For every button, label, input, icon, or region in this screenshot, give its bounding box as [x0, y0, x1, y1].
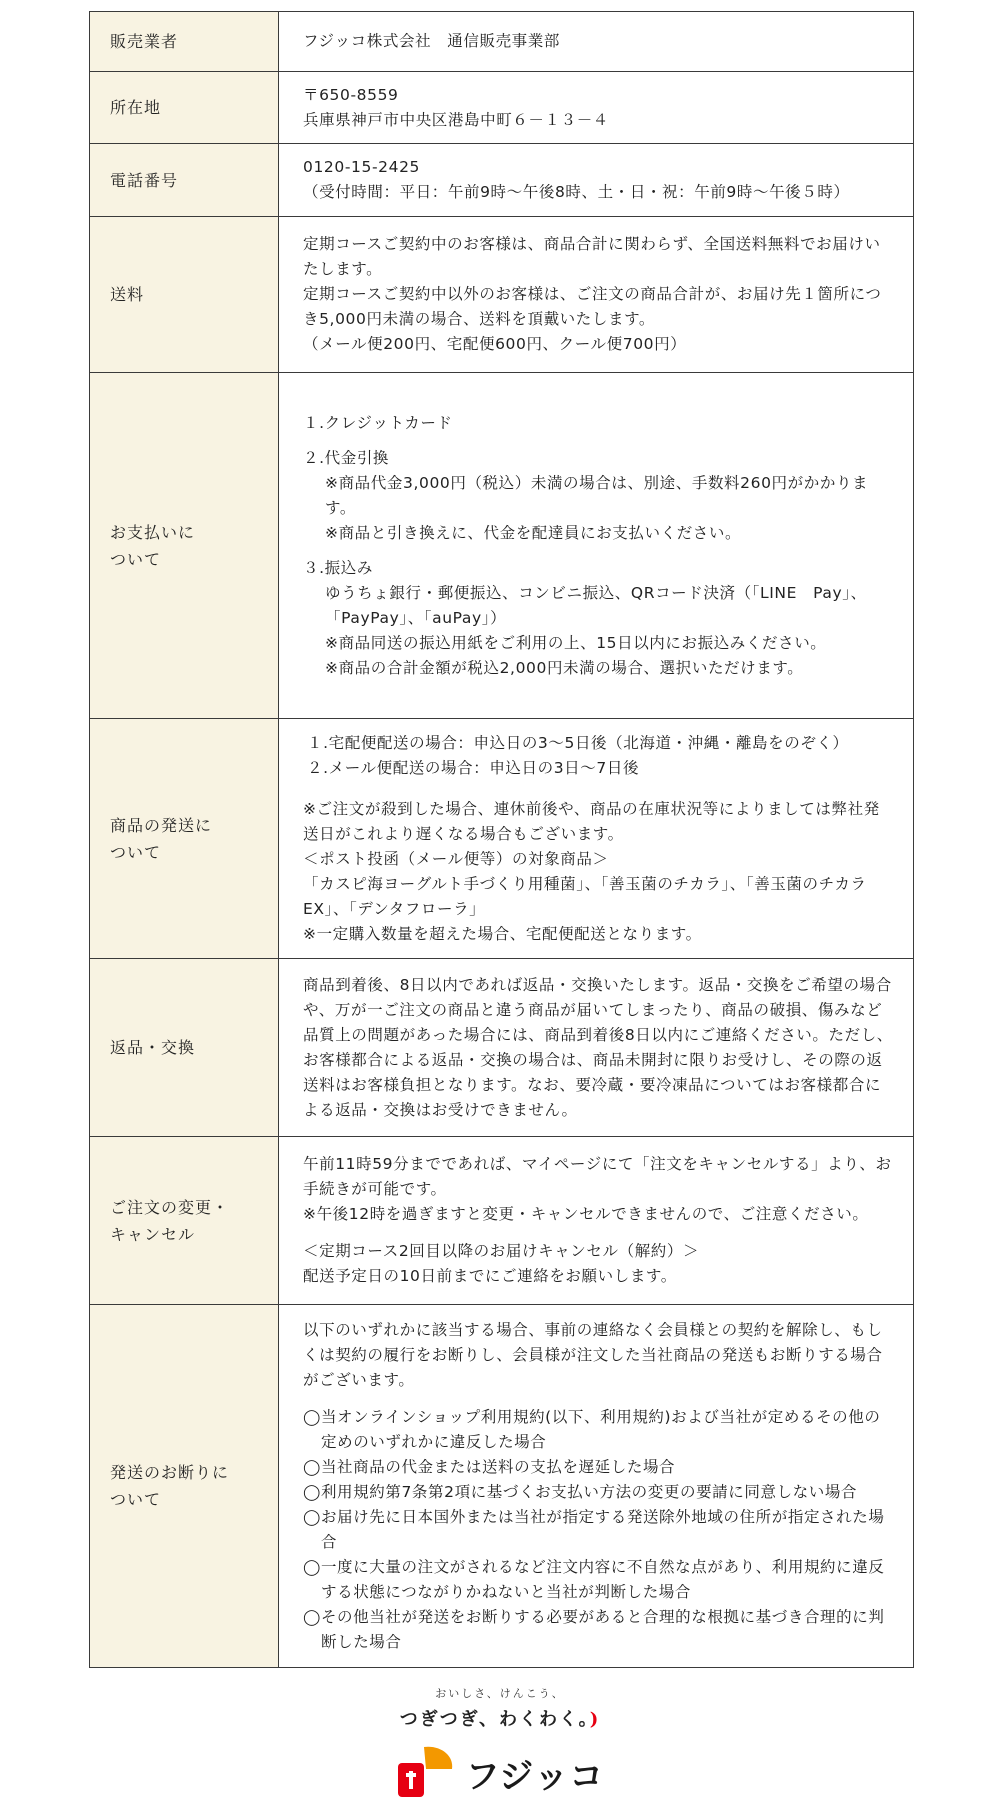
info-table — [89, 11, 914, 1668]
payment-cod-note2: ※商品と引き換えに、代金を配達員にお支払いください。 — [325, 523, 742, 542]
row-refusal — [90, 1305, 914, 1668]
payment-transfer: ３.振込み — [303, 558, 373, 577]
refusal-item: ◯お届け先に日本国外または当社が指定する発送除外地域の住所が指定された場合 — [303, 1507, 885, 1551]
refusal-item: ◯その他当社が発送をお断りする必要があると合理的な根拠に基づき合理的に判断した場合 — [303, 1607, 885, 1651]
row-phone — [90, 144, 914, 217]
delivery-notes — [303, 797, 895, 947]
label-address: 所在地 — [90, 72, 279, 144]
tagline-small: おいしさ、けんこう、 — [435, 1687, 565, 1700]
label-delivery-l2: ついて — [110, 842, 162, 862]
shipping-line3: （メール便200円、宅配便600円、クール便700円） — [303, 335, 687, 353]
brand-mark-icon — [396, 1745, 456, 1801]
label-delivery-l1: 商品の発送に — [110, 815, 213, 835]
delivery-mail: ２.メール便配送の場合：申込日の3日～7日後 — [307, 758, 640, 777]
row-shipping — [90, 217, 914, 373]
label-seller: 販売業者 — [90, 12, 279, 72]
refusal-item: ◯利用規約第7条第2項に基づくお支払い方法の変更の要請に同意しない場合 — [303, 1482, 858, 1501]
row-seller — [90, 12, 914, 72]
label-phone: 電話番号 — [90, 144, 279, 217]
payment-method-3 — [303, 556, 895, 681]
refusal-list — [303, 1405, 895, 1655]
row-returns — [90, 959, 914, 1137]
label-payment-l2: ついて — [110, 549, 162, 569]
delivery-delay-note: ※ご注文が殺到した場合、連休前後や、商品の在庫状況等によりましては弊社発送日がこれより遅くなる場合もございます。 — [303, 799, 880, 843]
row-payment — [90, 373, 914, 719]
label-refusal — [90, 1305, 279, 1668]
cancel-text1: 午前11時59分までであれば、マイページにて「注文をキャンセルする」より、お手続きが可能です。 — [303, 1155, 892, 1198]
refusal-item: ◯当オンラインショップ利用規約(以下、利用規約)および当社が定めるその他の定めのいずれかに違反した場合 — [303, 1407, 881, 1451]
label-refusal-l1: 発送のお断りに — [110, 1463, 230, 1482]
delivery-post-note: ※一定購入数量を超えた場合、宅配便配送となります。 — [303, 924, 702, 943]
label-shipping: 送料 — [90, 217, 279, 373]
phone-hours: （受付時間：平日：午前9時～午後8時、土・日・祝：午前9時～午後５時） — [303, 183, 850, 201]
payment-transfer-note1: ※商品同送の振込用紙をご利用の上、15日以内にお振込みください。 — [325, 633, 827, 652]
label-returns: 返品・交換 — [90, 959, 279, 1137]
cancel-value — [279, 1137, 914, 1305]
returns-value — [279, 959, 914, 1137]
seller-value: フジッコ株式会社 通信販売事業部 — [279, 12, 914, 72]
smile-mark-icon: ) — [589, 1709, 601, 1730]
label-payment — [90, 373, 279, 719]
refusal-intro: 以下のいずれかに該当する場合、事前の連絡なく会員様との契約を解除し、もしくは契約の履行をお断りし、会員様が注文した当社商品の発送もお断りする場合がございます。 — [303, 1320, 883, 1389]
footer — [0, 1685, 1000, 1805]
delivery-post-heading: ＜ポスト投函（メール便等）の対象商品＞ — [303, 849, 609, 868]
label-cancel — [90, 1137, 279, 1305]
payment-method-2 — [303, 446, 895, 546]
tagline-big — [0, 1705, 1000, 1731]
phone-value — [279, 144, 914, 217]
cancel-subscription — [303, 1239, 895, 1289]
street-address: 兵庫県神戸市中央区港島中町６－１３－４ — [303, 110, 609, 129]
label-refusal-l2: ついて — [110, 1490, 162, 1509]
cancel-sub-heading: ＜定期コース2回目以降のお届けキャンセル（解約）＞ — [303, 1242, 700, 1260]
label-cancel-l1: ご注文の変更・ — [110, 1197, 230, 1217]
refusal-item: ◯当社商品の代金または送料の支払を遅延した場合 — [303, 1457, 676, 1476]
refusal-item: ◯一度に大量の注文がされるなど注文内容に不自然な点があり、利用規約に違反する状態につながりかねないと当社が判断した場合 — [303, 1557, 885, 1601]
payment-cod: ２.代金引換 — [303, 448, 390, 467]
shipping-line1: 定期コースご契約中のお客様は、商品合計に関わらず、全国送料無料でお届けいたします。 — [303, 235, 881, 278]
payment-method-1 — [303, 411, 895, 436]
address-value — [279, 72, 914, 144]
brand-logo — [396, 1745, 605, 1801]
label-cancel-l2: キャンセル — [110, 1224, 196, 1244]
cancel-text2: ※午後12時を過ぎますと変更・キャンセルできませんので、ご注意ください。 — [303, 1205, 869, 1223]
shipping-line2: 定期コースご契約中以外のお客様は、ご注文の商品合計が、お届け先１箇所につき5,000円未満の場合、送料を頂戴いたします。 — [303, 285, 882, 328]
payment-transfer-desc: ゆうちょ銀行・郵便振込、コンビニ振込、QRコード決済（「LINE Pay」、「PayPay」、「auPay」） — [325, 583, 867, 627]
delivery-value — [279, 719, 914, 959]
row-cancel — [90, 1137, 914, 1305]
tagline-big-text: つぎつぎ、わくわく。 — [399, 1709, 590, 1730]
payment-transfer-note2: ※商品の合計金額が税込2,000円未満の場合、選択いただけます。 — [325, 658, 804, 677]
payment-credit-card: １.クレジットカード — [303, 413, 453, 432]
cancel-sub-text: 配送予定日の10日前までにご連絡をお願いします。 — [303, 1267, 677, 1285]
shipping-value — [279, 217, 914, 373]
postal-code: 〒650-8559 — [303, 85, 399, 104]
delivery-post-items: 「カスピ海ヨーグルト手づくり用種菌」、「善玉菌のチカラ」、「善玉菌のチカラEX」、「デンタフローラ」 — [303, 874, 867, 918]
label-delivery — [90, 719, 279, 959]
row-address — [90, 72, 914, 144]
payment-value — [279, 373, 914, 719]
row-delivery — [90, 719, 914, 959]
phone-number: 0120-15-2425 — [303, 158, 421, 176]
label-payment-l1: お支払いに — [110, 522, 196, 542]
brand-name: フジッコ — [465, 1756, 605, 1797]
refusal-value — [279, 1305, 914, 1668]
delivery-home: １.宅配便配送の場合：申込日の3～5日後（北海道・沖縄・離島をのぞく） — [307, 733, 849, 752]
returns-text: 商品到着後、8日以内であれば返品・交換いたします。返品・交換をご希望の場合や、万が一ご注文の商品と違う商品が届いてしまったり、商品の破損、傷みなど品質上の問題があった場合には、商品到着後8日以内にご連絡ください。ただし、お客様都合による返品・交換の場合は、商品未開封に限りお受けし、その際の返送料はお客様負担となります。なお、要冷蔵・要冷凍品についてはお客様都合による返品・交換はお受けできません。 — [303, 975, 893, 1119]
payment-cod-note1: ※商品代金3,000円（税込）未満の場合は、別途、手数料260円がかかります。 — [325, 473, 869, 517]
